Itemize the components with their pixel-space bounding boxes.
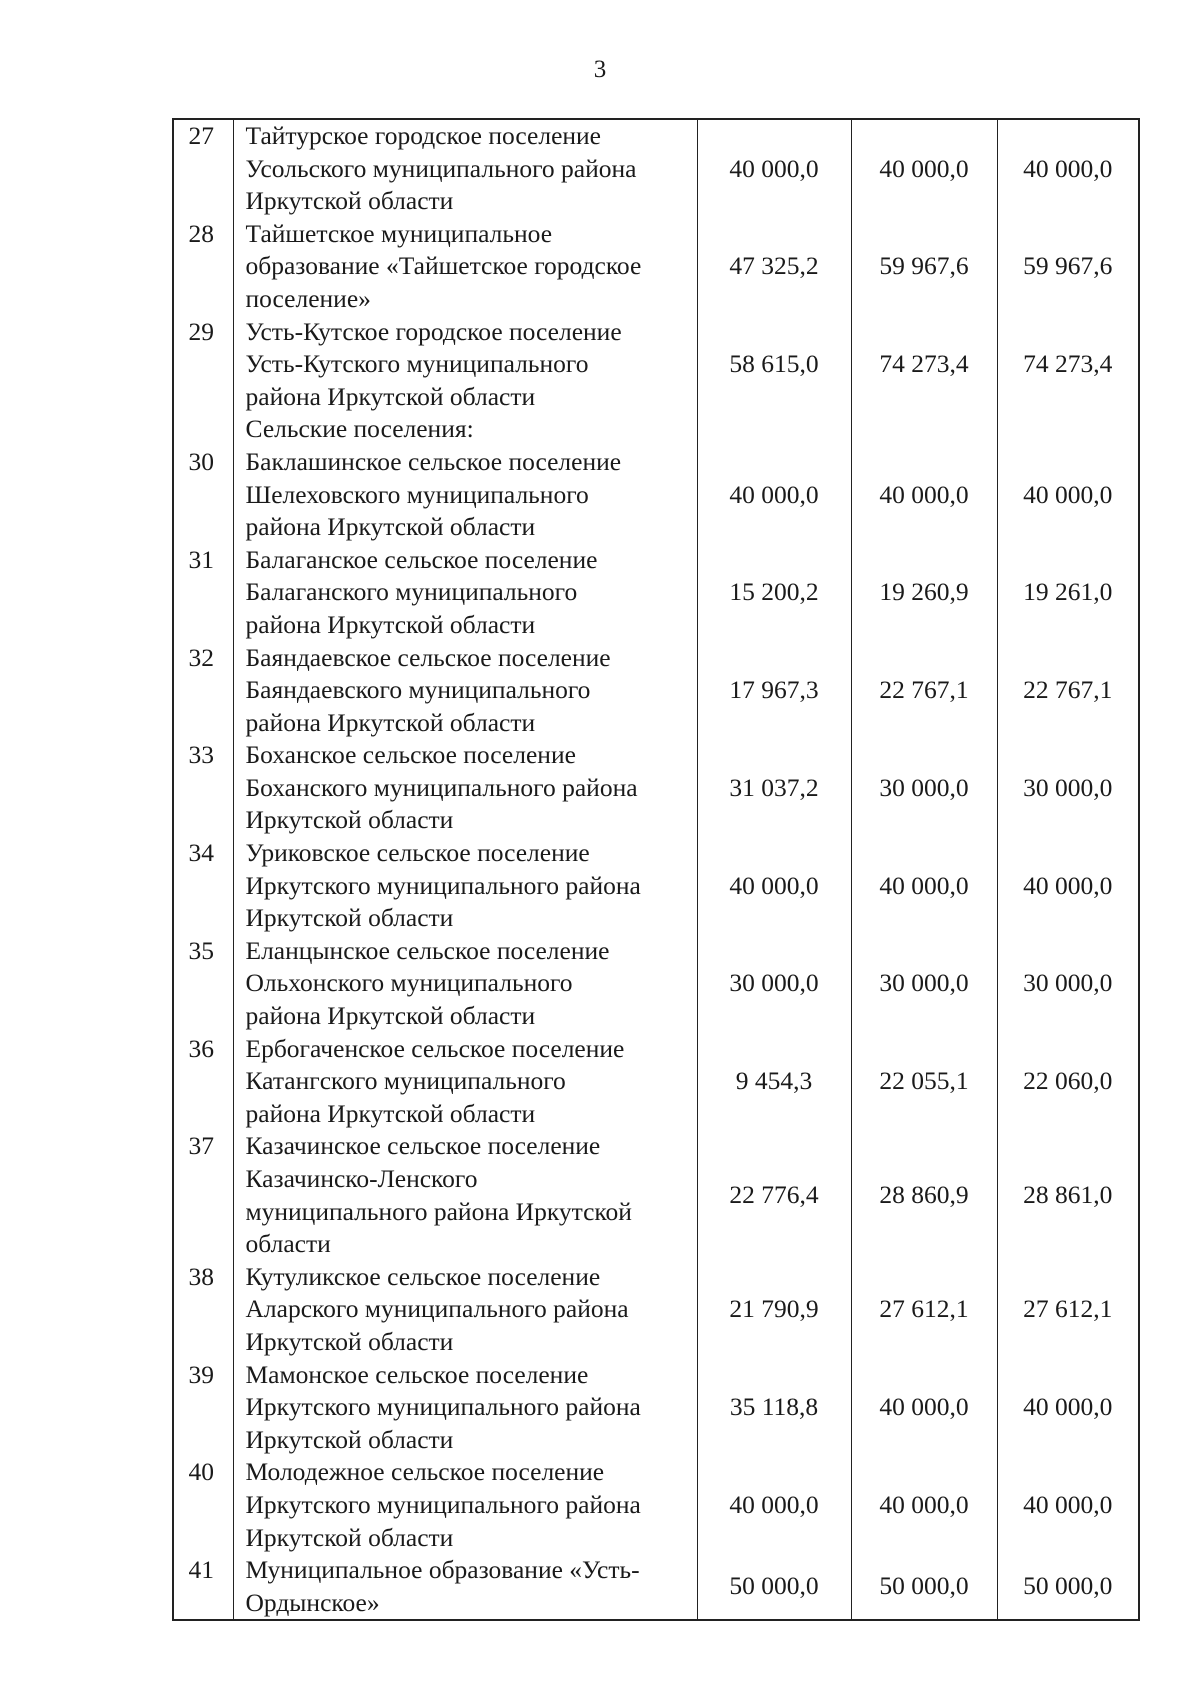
settlement-name [233,1554,697,1620]
amount-year-2: 30 000,0 [851,739,997,837]
amount-year-2: 59 967,6 [851,218,997,316]
amount-year-1: 31 037,2 [697,739,851,837]
amount-year-1: 40 000,0 [697,119,851,218]
table-row [173,218,1139,316]
row-number: 32 [173,642,233,740]
amount-year-2: 27 612,1 [851,1261,997,1359]
row-number: 34 [173,837,233,935]
amount-year-1: 47 325,2 [697,218,851,316]
settlement-name-line: Иркутской области [245,1326,454,1356]
row-number: 37 [173,1130,233,1260]
amount-year-2: 22 055,1 [851,1033,997,1131]
settlement-name-line: области [245,1229,331,1259]
amount-year-1: 50 000,0 [697,1554,851,1620]
row-number: 28 [173,218,233,316]
amount-year-3: 27 612,1 [997,1261,1139,1359]
table-row [173,1033,1139,1131]
settlement-name [233,316,697,414]
row-number: 27 [173,119,233,218]
amount-year-2: 50 000,0 [851,1554,997,1620]
amount-year-2: 19 260,9 [851,544,997,642]
settlement-name-line: Усть-Кутское городское поселение [245,316,622,346]
table-body [173,119,1139,1620]
row-number: 35 [173,935,233,1033]
amount-year-1: 30 000,0 [697,935,851,1033]
amount-year-3: 40 000,0 [997,1456,1139,1554]
settlement-name-line: Шелеховского муниципального [245,479,589,509]
settlement-name-line: Иркутской области [245,186,454,216]
amount-year-2: 40 000,0 [851,446,997,544]
table-row [173,446,1139,544]
settlement-name-line: образование «Тайшетское городское [245,251,642,281]
amount-year-3: 40 000,0 [997,446,1139,544]
settlement-name [233,739,697,837]
settlement-name [233,1456,697,1554]
amount-year-2: 40 000,0 [851,119,997,218]
amount-year-1: 15 200,2 [697,544,851,642]
table-row [173,544,1139,642]
settlement-name-line: района Иркутской области [245,381,536,411]
table-row [173,413,1139,446]
settlement-name-line: Уриковское сельское поселение [245,838,590,868]
row-number: 39 [173,1359,233,1457]
amount-year-3 [997,413,1139,446]
amount-year-1: 40 000,0 [697,837,851,935]
row-number: 30 [173,446,233,544]
settlement-name-line: Еланцынское сельское поселение [245,935,610,965]
settlement-name-line: Катангского муниципального [245,1066,566,1096]
table-row [173,837,1139,935]
amount-year-1: 9 454,3 [697,1033,851,1131]
amount-year-3: 22 767,1 [997,642,1139,740]
amount-year-3: 50 000,0 [997,1554,1139,1620]
settlement-name [233,642,697,740]
settlement-name-line: Тайшетское муниципальное [245,218,553,248]
page-number: 3 [593,56,607,83]
settlement-name [233,544,697,642]
settlement-name-line: Тайтурское городское поселение [245,121,601,150]
row-number: 41 [173,1554,233,1620]
settlement-name-line: Иркутского муниципального района [245,1489,641,1519]
row-number: 38 [173,1261,233,1359]
amount-year-3: 59 967,6 [997,218,1139,316]
settlement-name-line: района Иркутской области [245,1098,536,1128]
settlement-name-line: Балаганское сельское поселение [245,544,598,574]
settlement-name-line: Усть-Кутского муниципального [245,349,589,379]
settlement-name [233,1261,697,1359]
settlement-name-line: района Иркутской области [245,1001,536,1031]
amount-year-1: 17 967,3 [697,642,851,740]
allocation-table [172,118,1140,1621]
amount-year-1: 21 790,9 [697,1261,851,1359]
table-row [173,1554,1139,1620]
row-number: 33 [173,739,233,837]
amount-year-3: 40 000,0 [997,837,1139,935]
settlement-name-line: Иркутской области [245,805,454,835]
settlement-name-line: Мамонское сельское поселение [245,1359,589,1389]
settlement-name-line: Балаганского муниципального [245,577,578,607]
settlement-name-line: Иркутского муниципального района [245,870,641,900]
settlement-name-line: Молодежное сельское поселение [245,1457,605,1487]
settlement-name-line: района Иркутской области [245,707,536,737]
amount-year-1: 22 776,4 [697,1130,851,1260]
amount-year-3: 30 000,0 [997,935,1139,1033]
row-number [173,413,233,446]
amount-year-1: 40 000,0 [697,446,851,544]
settlement-name-line: Муниципальное образование «Усть- [245,1555,640,1585]
settlement-name [233,1033,697,1131]
table-row [173,1359,1139,1457]
amount-year-3: 22 060,0 [997,1033,1139,1131]
settlement-name [233,413,697,446]
amount-year-2: 40 000,0 [851,1456,997,1554]
table-row [173,1456,1139,1554]
amount-year-3: 40 000,0 [997,1359,1139,1457]
amount-year-2: 74 273,4 [851,316,997,414]
table-row [173,739,1139,837]
settlement-name-line: муниципального района Иркутской [245,1196,632,1226]
settlement-name-line: Баклашинское сельское поселение [245,446,622,476]
table-row [173,935,1139,1033]
settlement-name-line: Иркутской области [245,1522,454,1552]
settlement-name-line: Баяндаевского муниципального [245,675,591,705]
row-number: 40 [173,1456,233,1554]
amount-year-2: 28 860,9 [851,1130,997,1260]
amount-year-3: 40 000,0 [997,119,1139,218]
row-number: 36 [173,1033,233,1131]
settlement-name-line: района Иркутской области [245,512,536,542]
settlement-name [233,446,697,544]
settlement-name [233,119,697,218]
settlement-name-line: Сельские поселения: [245,414,474,444]
amount-year-2: 30 000,0 [851,935,997,1033]
settlement-name-line: Иркутского муниципального района [245,1392,641,1422]
amount-year-2: 22 767,1 [851,642,997,740]
amount-year-2: 40 000,0 [851,837,997,935]
table-row [173,316,1139,414]
settlement-name-line: Боханского муниципального района [245,772,638,802]
settlement-name [233,218,697,316]
settlement-name-line: поселение» [245,283,371,313]
settlement-name [233,1359,697,1457]
settlement-name-line: Кутуликское сельское поселение [245,1261,601,1291]
settlement-name-line: Казачинское сельское поселение [245,1131,601,1161]
row-number: 31 [173,544,233,642]
settlement-name-line: Боханское сельское поселение [245,740,576,770]
settlement-name [233,1130,697,1260]
amount-year-1 [697,413,851,446]
table-row [173,1261,1139,1359]
amount-year-3: 30 000,0 [997,739,1139,837]
settlement-name-line: Аларского муниципального района [245,1294,629,1324]
settlement-name-line: Казачинско-Ленского [245,1164,478,1193]
amount-year-2: 40 000,0 [851,1359,997,1457]
settlement-name-line: Ордынское» [245,1587,380,1617]
settlement-name-line: Иркутской области [245,1424,454,1454]
amount-year-1: 35 118,8 [697,1359,851,1457]
amount-year-3: 28 861,0 [997,1130,1139,1260]
table-row [173,642,1139,740]
settlement-name-line: района Иркутской области [245,609,536,639]
settlement-name-line: Иркутской области [245,903,454,933]
settlement-name [233,837,697,935]
amount-year-3: 19 261,0 [997,544,1139,642]
amount-year-1: 58 615,0 [697,316,851,414]
settlement-name-line: Ольхонского муниципального [245,968,573,998]
row-number: 29 [173,316,233,414]
settlement-name [233,935,697,1033]
settlement-name-line: Ербогаченское сельское поселение [245,1033,625,1063]
table-row [173,119,1139,218]
amount-year-1: 40 000,0 [697,1456,851,1554]
amount-year-3: 74 273,4 [997,316,1139,414]
settlement-name-line: Усольского муниципального района [245,153,637,183]
amount-year-2 [851,413,997,446]
settlement-name-line: Баяндаевское сельское поселение [245,642,611,672]
table-row [173,1130,1139,1260]
